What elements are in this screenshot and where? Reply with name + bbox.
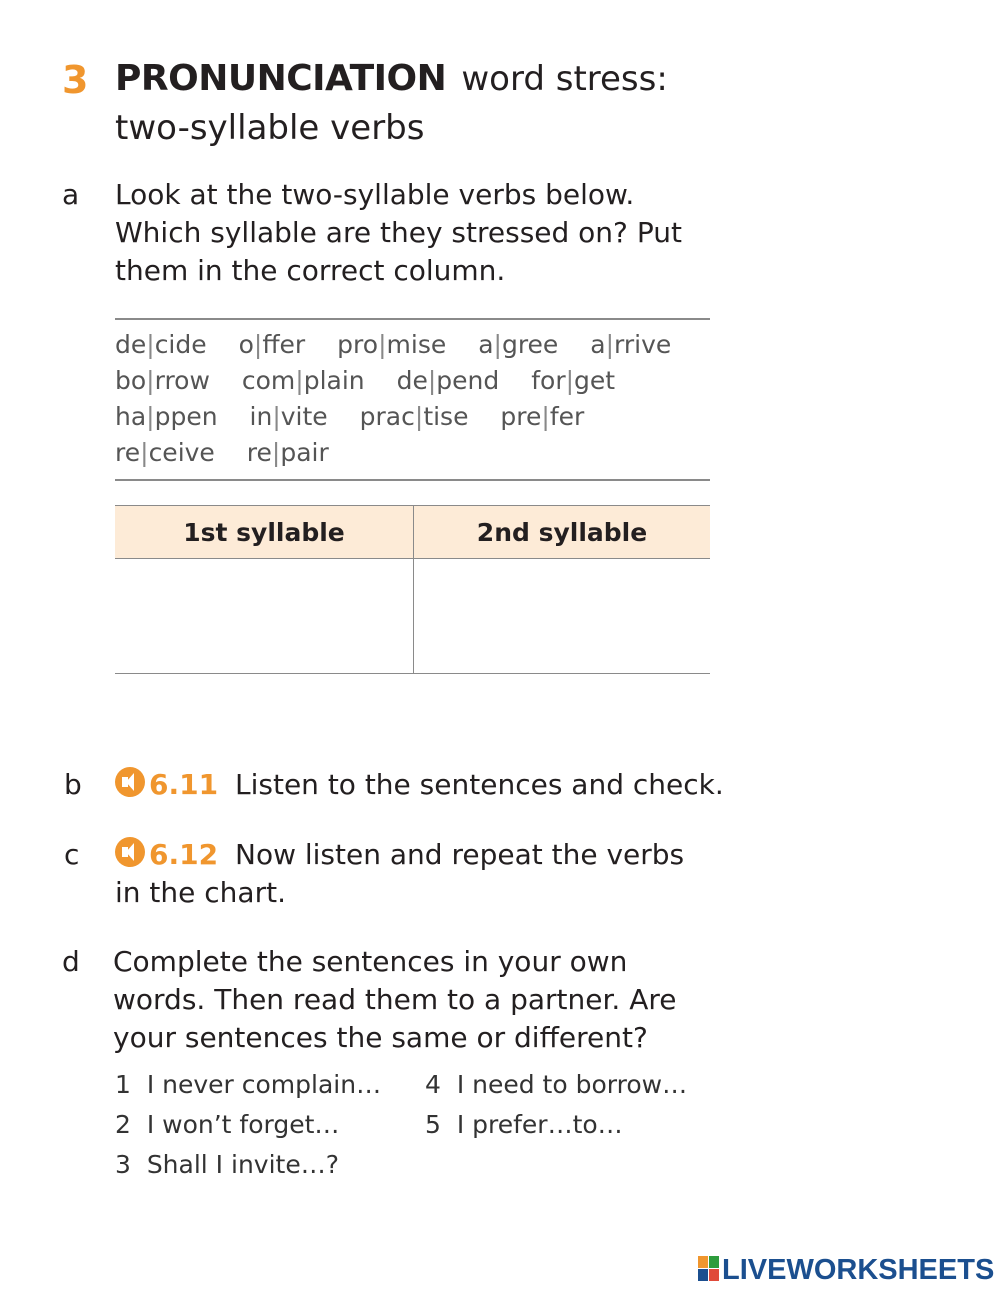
verb-prefer: pre|fer (500, 402, 585, 431)
verb-offer: o|ffer (238, 330, 306, 359)
part-b-letter: b (64, 768, 82, 801)
verb-row (115, 327, 715, 363)
section-title (115, 58, 668, 99)
logo-mark-icon (698, 1256, 720, 1282)
audio-icon[interactable] (115, 767, 145, 797)
part-d-letter: d (62, 945, 80, 978)
part-d-line: Complete the sentences in your own (113, 945, 628, 978)
part-c-instruction (115, 836, 684, 912)
part-d-line: your sentences the same or different? (113, 1021, 648, 1054)
verb-borrow: bo|rrow (115, 366, 210, 395)
section-title-rest: word stress: (461, 59, 668, 99)
verb-agree: a|gree (478, 330, 559, 359)
stress-table (115, 505, 710, 674)
part-a-line: Which syllable are they stressed on? Put (115, 216, 682, 249)
part-c-text: Now listen and repeat the verbs (235, 838, 685, 871)
brand-name: LIVEWORKSHEETS (722, 1254, 995, 1286)
verb-promise: pro|mise (337, 330, 447, 359)
verb-complain: com|plain (241, 366, 365, 395)
part-d-instructions (113, 943, 677, 1057)
section-subtitle: two-syllable verbs (115, 108, 425, 148)
part-a-letter: a (62, 178, 80, 211)
audio-track: 6.12 (149, 838, 219, 871)
verb-box (115, 327, 715, 471)
part-a-line: them in the correct column. (115, 254, 506, 287)
verb-row (115, 399, 715, 435)
verb-row (115, 435, 715, 471)
verb-arrive: a|rrive (590, 330, 672, 359)
sentence-item: 2 I won’t forget… (115, 1110, 340, 1139)
part-d-line: words. Then read them to a partner. Are (113, 983, 677, 1016)
divider (115, 318, 710, 320)
part-a-instructions (115, 176, 682, 290)
verb-happen: ha|ppen (115, 402, 218, 431)
verb-depend: de|pend (396, 366, 500, 395)
section-title-bold: PRONUNCIATION (115, 58, 447, 99)
verb-decide: de|cide (115, 330, 207, 359)
drop-zone-1st-syllable[interactable] (115, 559, 414, 674)
column-header-2nd: 2nd syllable (414, 506, 711, 559)
verb-practise: prac|tise (359, 402, 469, 431)
verb-repair: re|pair (246, 438, 329, 467)
sentence-item: 5 I prefer…to… (425, 1110, 623, 1139)
liveworksheets-logo (698, 1254, 994, 1287)
drop-zone-2nd-syllable[interactable] (414, 559, 711, 674)
sentence-item: 1 I never complain… (115, 1070, 382, 1099)
verb-receive: re|ceive (115, 438, 215, 467)
sentence-item: 3 Shall I invite…? (115, 1150, 339, 1179)
audio-track: 6.11 (149, 768, 219, 801)
part-b-text: Listen to the sentences and check. (235, 768, 724, 801)
part-a-line: Look at the two-syllable verbs below. (115, 178, 635, 211)
audio-icon[interactable] (115, 837, 145, 867)
section-number: 3 (62, 58, 89, 102)
verb-forget: for|get (531, 366, 616, 395)
verb-invite: in|vite (249, 402, 328, 431)
column-header-1st: 1st syllable (115, 506, 414, 559)
verb-row (115, 363, 715, 399)
part-b-instruction (115, 766, 724, 804)
divider (115, 479, 710, 481)
sentence-item: 4 I need to borrow… (425, 1070, 688, 1099)
part-c-text: in the chart. (115, 876, 286, 909)
part-c-letter: c (64, 838, 80, 871)
